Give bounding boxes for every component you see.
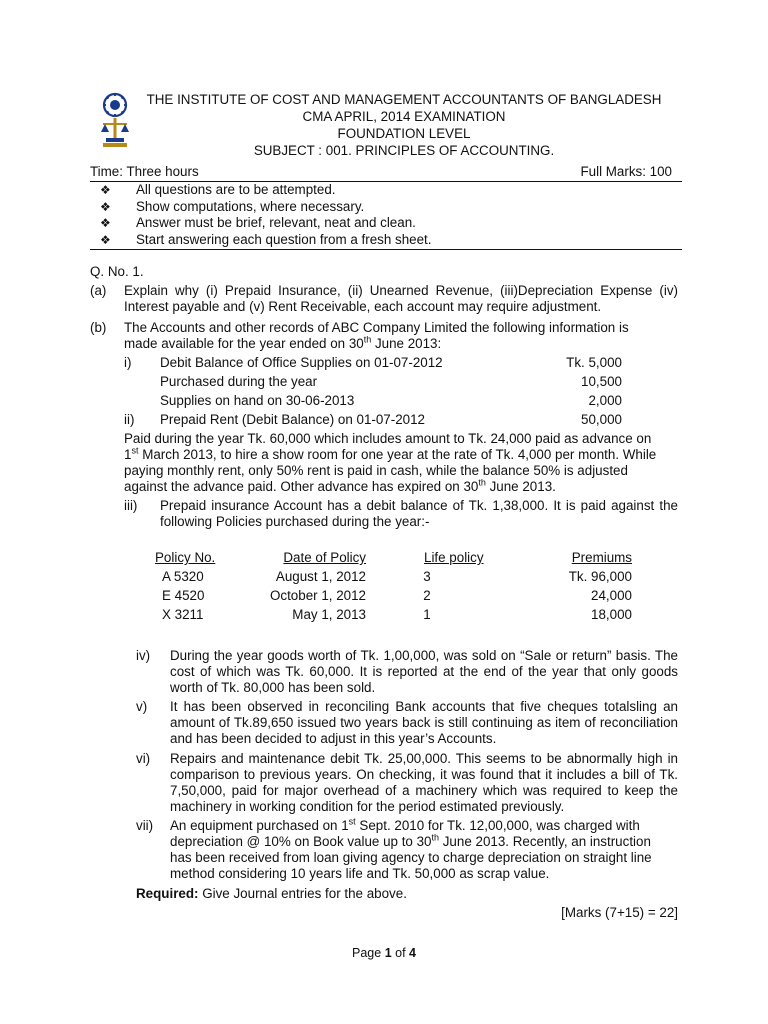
table-header-life: Life policy xyxy=(424,550,484,565)
item-i-label: i) xyxy=(124,355,132,370)
table-cell: 18,000 xyxy=(591,607,632,622)
item-vii-label: vii) xyxy=(136,818,154,833)
time-allowed: Time: Three hours xyxy=(90,164,199,179)
page-footer: Page 1 of 4 xyxy=(352,946,416,960)
bottom-divider xyxy=(90,249,682,250)
rent-para-line1: Paid during the year Tk. 60,000 which includes amount to Tk. 24,000 paid as advance on xyxy=(124,431,652,446)
table-cell: 3 xyxy=(423,569,431,584)
part-b-line2: made available for the year ended on 30th June 2013: xyxy=(124,334,442,351)
supplies-on-hand-label: Supplies on hand on 30-06-2013 xyxy=(160,393,355,408)
supplies-on-hand-amount: 2,000 xyxy=(588,393,622,408)
part-b-line1: The Accounts and other records of ABC Company Limited the following information is xyxy=(124,320,629,335)
page-number: 1 xyxy=(384,946,392,960)
diamond-bullet-icon: ❖ xyxy=(100,183,111,197)
prepaid-rent-amount: 50,000 xyxy=(581,412,622,427)
item-vi-text: Repairs and maintenance debit Tk. 25,00,000. This seems to be abnormally high in comparison to previous years. On checking, it was found that it includes a bill of Tk. 7,50,000, paid for major overhead of a machinery which was required to keep the machinery in working condition for the period estimated previously. xyxy=(170,751,678,814)
table-cell: Tk. 96,000 xyxy=(568,569,632,584)
diamond-bullet-icon: ❖ xyxy=(100,199,111,214)
exam-header xyxy=(120,92,688,160)
instructions-list xyxy=(90,182,682,248)
diamond-bullet-icon: ❖ xyxy=(100,232,111,247)
item-vii-line1: An equipment purchased on 1st Sept. 2010 for Tk. 12,00,000, was charged with xyxy=(170,816,640,833)
table-cell: August 1, 2012 xyxy=(275,569,366,584)
institute-name: THE INSTITUTE OF COST AND MANAGEMENT ACCOUNTANTS OF BANGLADESH xyxy=(146,92,662,107)
item-v-label: v) xyxy=(136,699,148,714)
exam-subject: SUBJECT : 001. PRINCIPLES OF ACCOUNTING. xyxy=(253,143,555,158)
instruction-item: ❖ All questions are to be attempted. xyxy=(100,182,336,197)
purchased-amount: 10,500 xyxy=(581,374,622,389)
rent-para-line2: 1st March 2013, to hire a show room for one year at the rate of Tk. 4,000 per month. While xyxy=(124,445,657,462)
question-marks: [Marks (7+15) = 22] xyxy=(561,905,678,920)
required-text: Give Journal entries for the above. xyxy=(198,886,407,901)
rent-para-line3: paying monthly rent, only 50% rent is paid in cash, while the balance 50% is adjusted xyxy=(124,463,628,478)
office-supplies-label: Debit Balance of Office Supplies on 01-07-2012 xyxy=(160,355,443,370)
time-marks-row xyxy=(90,164,682,181)
table-cell: X 3211 xyxy=(162,607,204,622)
item-vii-line3: has been received from loan giving agency to charge depreciation on straight line xyxy=(170,850,652,865)
item-v-text: It has been observed in reconciling Bank accounts that five cheques totalsling an amount of Tk.89,650 issued two years back is still continuing as item of reconciliation and has been decided to adjust in this year’s Accounts. xyxy=(170,699,678,746)
table-cell: 1 xyxy=(423,607,431,622)
required-label: Required: xyxy=(136,886,199,901)
question-title: Q. No. 1. xyxy=(90,264,144,279)
table-header-policy: Policy No. xyxy=(155,550,216,565)
purchased-label: Purchased during the year xyxy=(160,374,318,389)
prepaid-rent-label: Prepaid Rent (Debit Balance) on 01-07-2012 xyxy=(160,412,426,427)
instruction-item: ❖ Answer must be brief, relevant, neat and clean. xyxy=(100,215,416,230)
item-iv-text: During the year goods worth of Tk. 1,00,000, was sold on “Sale or return” basis. The cost of which was Tk. 60,000. It is reported at the end of the year that only goods worth of Tk. 80,000 has been sold. xyxy=(170,648,678,695)
table-header-date: Date of Policy xyxy=(283,550,366,565)
part-a-label: (a) xyxy=(90,283,107,298)
item-ii-label: ii) xyxy=(124,412,135,427)
instruction-item: ❖ Start answering each question from a fresh sheet. xyxy=(100,231,432,247)
table-cell: October 1, 2012 xyxy=(269,588,366,603)
diamond-bullet-icon: ❖ xyxy=(100,216,111,230)
instruction-item: ❖ Show computations, where necessary. xyxy=(100,198,365,214)
item-vi-label: vi) xyxy=(136,751,151,766)
table-cell: 24,000 xyxy=(591,588,632,603)
table-cell: 2 xyxy=(423,588,431,603)
part-b-label: (b) xyxy=(90,320,107,335)
part-a-text: Explain why (i) Prepaid Insurance, (ii) Unearned Revenue, (iii)Depreciation Expense (iv) Interest payable and (v) Rent Receivable, each account may require adjustment. xyxy=(124,283,678,314)
item-iii-label: iii) xyxy=(124,498,138,513)
exam-title: CMA APRIL, 2014 EXAMINATION xyxy=(302,109,506,124)
page-total: 4 xyxy=(409,946,416,960)
policy-table xyxy=(140,550,640,622)
table-header-premiums: Premiums xyxy=(571,550,632,565)
rent-para-line4: against the advance paid. Other advance has expired on 30th June 2013. xyxy=(124,477,556,494)
table-cell: May 1, 2013 xyxy=(292,607,366,622)
item-iv-label: iv) xyxy=(136,648,151,663)
table-cell: A 5320 xyxy=(162,569,204,584)
item-vii-line4: method considering 10 years life and Tk. 50,000 as scrap value. xyxy=(170,866,550,881)
office-supplies-amount: Tk. 5,000 xyxy=(566,355,622,370)
item-vii-line2: depreciation @ 10% on Book value up to 30th June 2013. Recently, an instruction xyxy=(170,832,651,849)
table-cell: E 4520 xyxy=(162,588,205,603)
item-iii-text: Prepaid insurance Account has a debit balance of Tk. 1,38,000. It is paid against the following Policies purchased during the year:- xyxy=(160,498,678,529)
exam-level: FOUNDATION LEVEL xyxy=(337,126,471,141)
required-line xyxy=(136,886,407,902)
full-marks: Full Marks: 100 xyxy=(580,164,672,179)
